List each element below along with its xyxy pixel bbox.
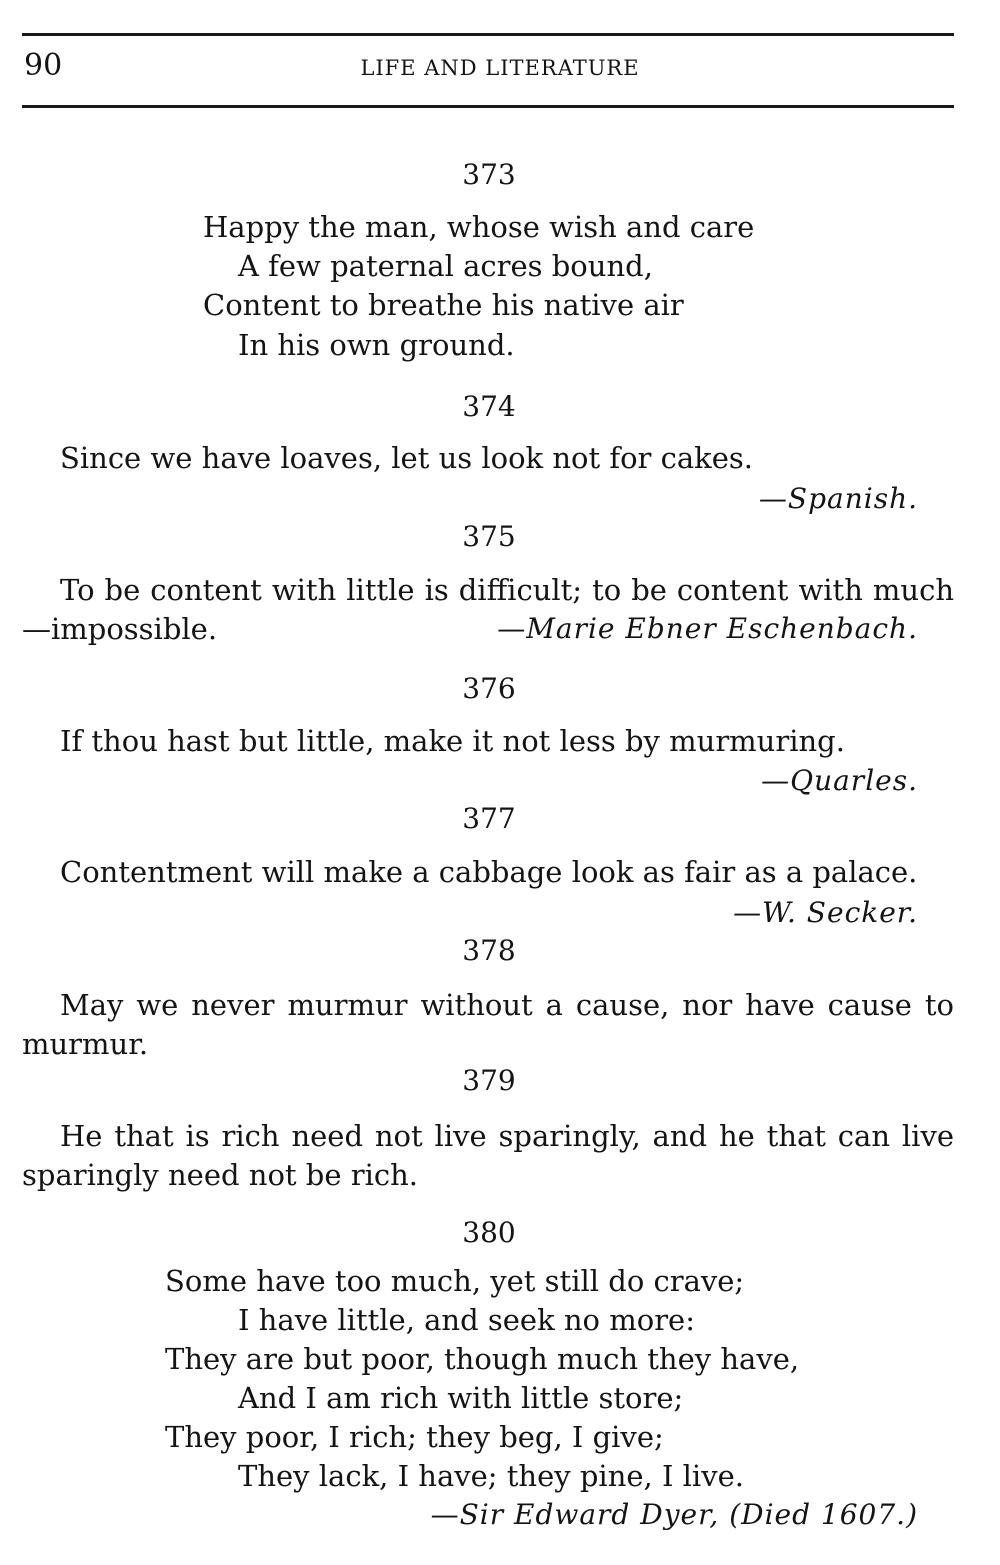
running-title: LIFE AND LITERATURE [360,56,640,80]
poem-line: In his own ground. [238,328,515,362]
poem-line: And I am rich with little store; [238,1381,684,1415]
entry-number-373: 373 [462,158,516,191]
entry-number-380: 380 [462,1216,516,1249]
entry-number-378: 378 [462,934,516,967]
header-top-rule [22,33,954,36]
poem-line: They lack, I have; they pine, I live. [238,1459,744,1493]
page-number: 90 [24,48,63,83]
quote-attribution: —W. Secker. [733,896,918,929]
quote-text: Since we have loaves, let us look not for cakes. [60,441,753,475]
entry-number-377: 377 [462,802,516,835]
quote-text: Contentment will make a cabbage look as fair as a palace. [60,855,918,889]
quote-attribution: —Spanish. [758,482,918,515]
quote-text: If thou hast but little, make it not less by murmuring. [60,724,845,758]
header-bottom-rule [22,105,954,108]
poem-line: Happy the man, whose wish and care [203,210,755,244]
quote-attribution: —Quarles. [761,764,918,797]
poem-line: A few paternal acres bound, [238,249,653,283]
quote-text: May we never murmur without a cause, nor have cause to murmur. [22,988,954,1061]
poem-attribution: —Sir Edward Dyer, (Died 1607.) [430,1498,918,1531]
poem-line: They poor, I rich; they beg, I give; [165,1420,664,1454]
quote-text: To be content with little is difficult; to be content with much—impossible. [22,573,954,646]
poem-line: Some have too much, yet still do crave; [165,1264,745,1298]
entry-number-375: 375 [462,520,516,553]
entry-number-376: 376 [462,672,516,705]
quote-attribution: —Marie Ebner Eschenbach. [497,612,918,645]
poem-line: Content to breathe his native air [203,288,684,322]
quote-text: He that is rich need not live sparingly, and he that can live sparingly need not be rich. [22,1119,954,1192]
poem-line: I have little, and seek no more: [238,1303,695,1337]
entry-number-374: 374 [462,390,516,423]
poem-line: They are but poor, though much they have, [165,1342,800,1376]
entry-number-379: 379 [462,1064,516,1097]
